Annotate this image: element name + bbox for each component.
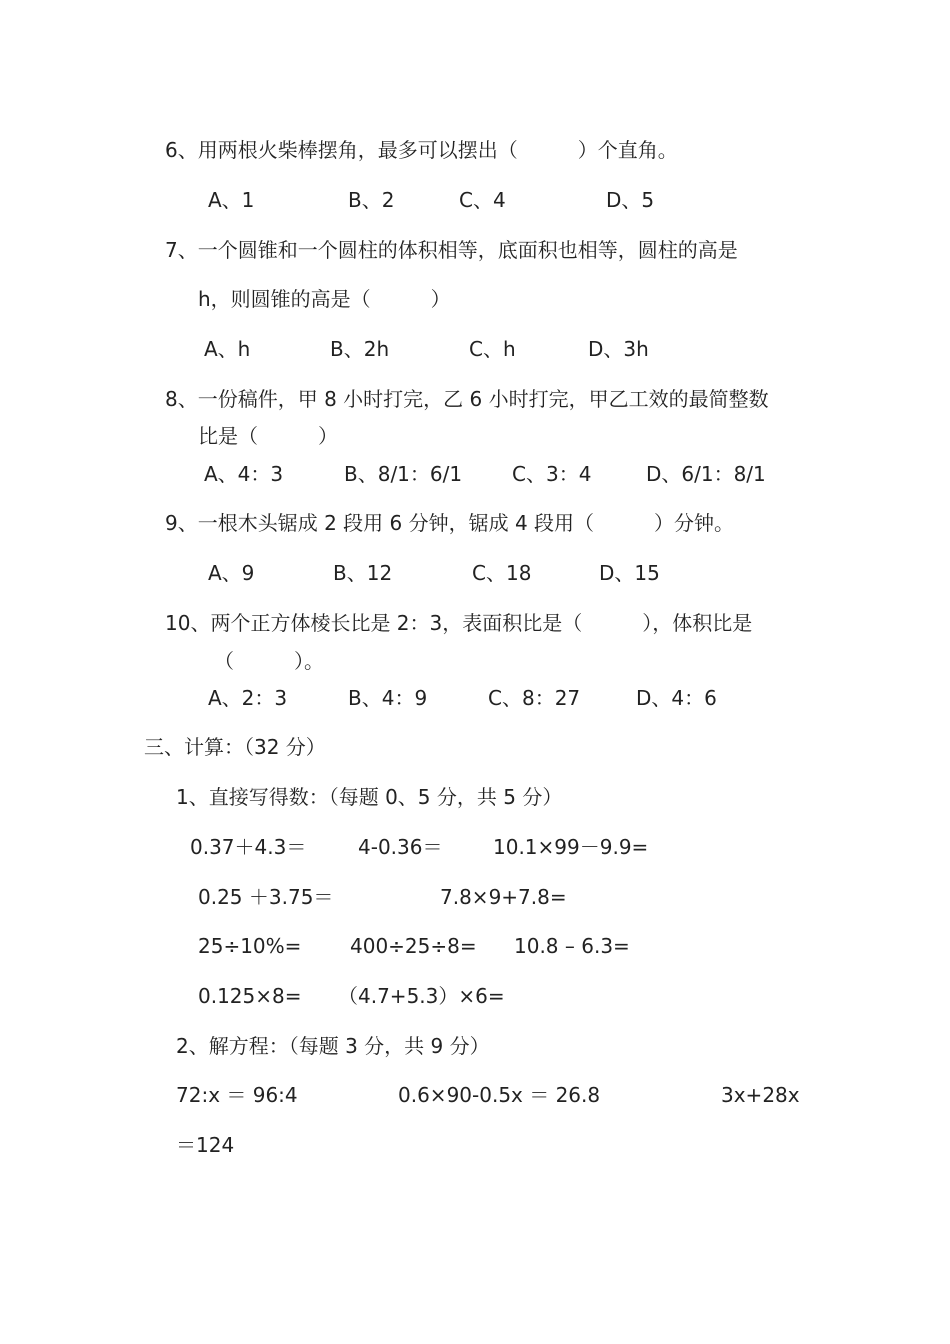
q10-option-b: B、4：9 bbox=[348, 686, 428, 710]
calc-1: 0.37＋4.3＝ bbox=[190, 835, 307, 859]
q7-stem-line2: h，则圆锥的高是（ ） bbox=[198, 287, 451, 311]
calc-2: 4-0.36＝ bbox=[358, 835, 443, 859]
q8-stem-line2: 比是（ ） bbox=[198, 424, 338, 448]
section3-heading: 三、计算：（32 分） bbox=[144, 735, 326, 759]
q9-stem: 9、一根木头锯成 2 段用 6 分钟，锯成 4 段用（ ）分钟。 bbox=[165, 511, 735, 535]
q8-option-b: B、8/1：6/1 bbox=[344, 462, 463, 486]
calc-5: 7.8×9+7.8= bbox=[440, 885, 567, 909]
calc-7: 400÷25÷8= bbox=[350, 934, 477, 958]
q7-stem-line1: 7、一个圆锥和一个圆柱的体积相等，底面积也相等，圆柱的高是 bbox=[165, 238, 738, 262]
q7-option-d: D、3h bbox=[588, 337, 649, 361]
equation-1: 72:x ＝ 96:4 bbox=[176, 1083, 298, 1107]
q10-stem-line1: 10、两个正方体棱长比是 2：3，表面积比是（ ），体积比是 bbox=[165, 611, 753, 635]
q6-option-c: C、4 bbox=[459, 188, 506, 212]
calc-9: 0.125×8= bbox=[198, 984, 302, 1008]
q6-stem: 6、用两根火柴棒摆角，最多可以摆出（ ）个直角。 bbox=[165, 138, 678, 162]
q10-option-c: C、8：27 bbox=[488, 686, 581, 710]
equation-3-part2: ＝124 bbox=[176, 1133, 235, 1157]
calc-10: （4.7+5.3）×6= bbox=[338, 984, 505, 1008]
part2-heading: 2、解方程：（每题 3 分，共 9 分） bbox=[176, 1034, 490, 1058]
q9-option-c: C、18 bbox=[472, 561, 532, 585]
q6-option-d: D、5 bbox=[606, 188, 655, 212]
q10-option-d: D、4：6 bbox=[636, 686, 717, 710]
q10-stem-line2: （ ）。 bbox=[214, 649, 324, 673]
calc-4: 0.25 ＋3.75＝ bbox=[198, 885, 334, 909]
q8-option-c: C、3：4 bbox=[512, 462, 592, 486]
q8-option-a: A、4：3 bbox=[204, 462, 284, 486]
part1-heading: 1、直接写得数：（每题 0、5 分，共 5 分） bbox=[176, 785, 563, 809]
equation-2: 0.6×90-0.5x ＝ 26.8 bbox=[398, 1083, 601, 1107]
q9-option-d: D、15 bbox=[599, 561, 660, 585]
q8-option-d: D、6/1：8/1 bbox=[646, 462, 766, 486]
q9-option-a: A、9 bbox=[208, 561, 255, 585]
q6-option-b: B、2 bbox=[348, 188, 395, 212]
q7-option-b: B、2h bbox=[330, 337, 390, 361]
q7-option-c: C、h bbox=[469, 337, 516, 361]
calc-8: 10.8 – 6.3= bbox=[514, 934, 630, 958]
equation-3-part1: 3x+28x bbox=[721, 1083, 800, 1107]
q8-stem-line1: 8、一份稿件，甲 8 小时打完，乙 6 小时打完，甲乙工效的最简整数 bbox=[165, 387, 769, 411]
q10-option-a: A、2：3 bbox=[208, 686, 288, 710]
q7-option-a: A、h bbox=[204, 337, 251, 361]
q6-option-a: A、1 bbox=[208, 188, 255, 212]
q9-option-b: B、12 bbox=[333, 561, 393, 585]
calc-6: 25÷10%= bbox=[198, 934, 302, 958]
calc-3: 10.1×99－9.9= bbox=[493, 835, 649, 859]
